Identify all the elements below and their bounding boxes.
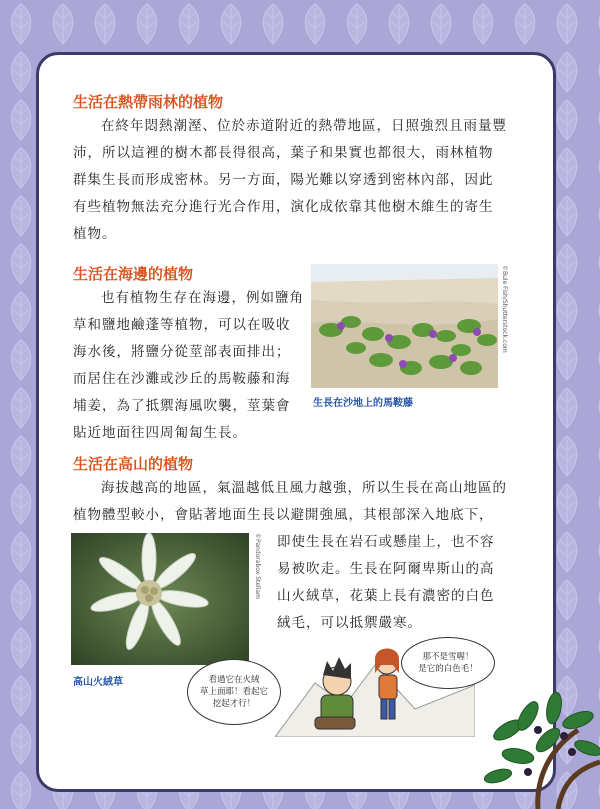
speech-bubble-left (187, 659, 281, 725)
text-line: 即使生長在岩石或懸崖上，也不容 (277, 534, 495, 550)
section-heading-alpine: 生活在高山的植物 (73, 455, 194, 473)
text-line: 植物體型較小，會貼著地面生長以避開強風，其根部深入地底下， (73, 507, 494, 523)
text-line: 在終年悶熱潮溼、位於赤道附近的熱帶地區，日照強烈且雨量豐 (101, 118, 507, 134)
text-line: 埔姜，為了抵禦海風吹襲，莖葉會 (73, 398, 291, 414)
rainforest-paragraph (73, 113, 533, 248)
text-line: 草和鹽地鹼蓬等植物，可以在吸收 (73, 317, 291, 333)
bubble-text: 那不是雪喔！ (422, 652, 474, 662)
alpine-paragraph-top (73, 475, 543, 529)
photo-caption: 生長在沙地上的馬鞍藤 (313, 398, 413, 409)
section-heading-rainforest: 生活在熱帶雨林的植物 (73, 93, 224, 111)
plant-decoration (478, 690, 600, 809)
text-line: 而居住在沙灘或沙丘的馬鞍藤和海 (73, 371, 291, 387)
speech-bubble-right (401, 637, 495, 689)
beach-morning-glory-photo (311, 264, 498, 388)
text-line: 絨毛，可以抵禦嚴寒。 (277, 615, 422, 631)
bubble-text: 挖起才行！ (212, 699, 256, 709)
text-line: 有些植物無法充分進行光合作用，演化成依靠其他樹木維生的寄生 (73, 199, 494, 215)
text-line: 也有植物生存在海邊，例如鹽角 (101, 290, 304, 306)
text-line: 群集生長而形成密林。另一方面，陽光難以穿透到密林內部，因此 (73, 172, 494, 188)
seaside-paragraph (73, 285, 313, 447)
photo-caption: 高山火絨草 (73, 677, 123, 688)
bubble-text: 草上面耶！看起它 (199, 687, 268, 697)
content-panel (36, 52, 556, 792)
text-line: 貼近地面往四周匍匐生長。 (73, 425, 247, 441)
photo-credit: ©Pandorabox Stellam (254, 533, 261, 599)
text-line: 植物。 (73, 226, 117, 242)
section-heading-seaside: 生活在海邊的植物 (73, 265, 194, 283)
bubble-text: 是它的白色毛！ (418, 664, 478, 674)
bubble-text: 看過它在火絨 (208, 675, 260, 685)
text-line: 海拔越高的地區，氣溫越低且風力越強，所以生長在高山地區的 (101, 480, 507, 496)
text-line: 沛，所以這裡的樹木都長得很高，葉子和果實也都很大，雨林植物 (73, 145, 494, 161)
text-line: 易被吹走。生長在阿爾卑斯山的高 (277, 561, 495, 577)
alpine-paragraph-right (277, 529, 527, 637)
text-line: 山火絨草，花葉上長有濃密的白色 (277, 588, 495, 604)
text-line: 海水後，將鹽分從莖部表面排出； (73, 344, 291, 360)
photo-credit: ©Bule Fish/Shutterstock.com (501, 265, 508, 353)
edelweiss-photo (71, 533, 249, 665)
